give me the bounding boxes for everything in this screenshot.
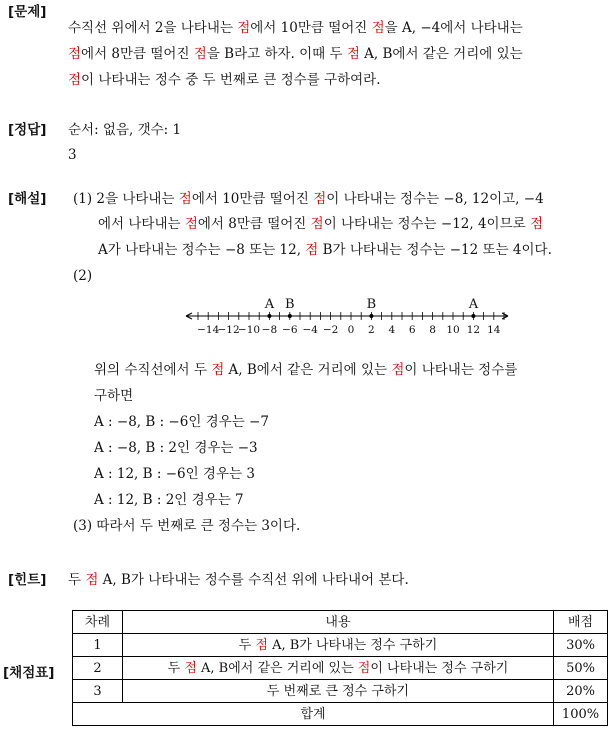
point-label: B bbox=[285, 297, 295, 312]
tick-label: −14 bbox=[197, 324, 220, 336]
tick-label: 10 bbox=[446, 324, 460, 336]
solution-p2-label: (2) bbox=[73, 268, 93, 284]
row-content: 두 점 A, B가 나타내는 정수 구하기 bbox=[122, 634, 553, 657]
tick-label: 2 bbox=[368, 324, 375, 336]
problem-label: [문제] bbox=[8, 4, 47, 20]
row-score: 30% bbox=[554, 634, 608, 657]
tick-label: −2 bbox=[322, 324, 339, 336]
solution-p2-line-1: 위의 수직선에서 두 점 A, B에서 같은 거리에 있는 점이 나타내는 정수를 bbox=[94, 362, 518, 378]
row-content: 두 점 A, B에서 같은 거리에 있는 점이 나타내는 정수 구하기 bbox=[122, 657, 553, 680]
solution-p1-line-3: A가 나타내는 정수는 −8 또는 12, 점 B가 나타내는 정수는 −12 또는 4이다. bbox=[98, 242, 552, 258]
rubric-header-no: 차례 bbox=[73, 611, 123, 634]
solution-p1-line-2: 에서 나타내는 점에서 8만큼 떨어진 점이 나타내는 정수는 −12, 4이므로 점 bbox=[98, 216, 544, 232]
tick-label: −10 bbox=[237, 324, 261, 336]
total-label: 합계 bbox=[73, 703, 554, 726]
tick-label: −12 bbox=[217, 324, 240, 336]
answer-line-2: 3 bbox=[68, 147, 77, 163]
solution-label: [해설] bbox=[8, 191, 47, 207]
point-marker bbox=[288, 314, 292, 318]
row-no: 2 bbox=[73, 657, 123, 680]
answer-label: [정답] bbox=[8, 122, 47, 138]
tick-label: 12 bbox=[466, 324, 481, 336]
rubric-header-row bbox=[73, 611, 608, 634]
row-score: 20% bbox=[554, 680, 608, 703]
rubric-table bbox=[72, 610, 608, 726]
row-no: 3 bbox=[73, 680, 123, 703]
tick-label: 4 bbox=[388, 324, 396, 336]
solution-p2-line-2: 구하면 bbox=[94, 388, 134, 404]
problem-line-3: 점이 나타내는 정수 중 두 번째로 큰 정수를 구하여라. bbox=[68, 72, 381, 88]
point-label: A bbox=[468, 297, 479, 312]
hint-text: 두 점 A, B가 나타내는 정수를 수직선 위에 나타내어 본다. bbox=[68, 572, 409, 588]
case-3: A : 12, B : −6인 경우는 3 bbox=[94, 466, 255, 482]
point-label: A bbox=[264, 297, 275, 312]
rubric-label: [채점표] bbox=[3, 665, 55, 681]
tick-label: −8 bbox=[261, 324, 278, 336]
tick-label: 8 bbox=[429, 324, 436, 336]
point-label: B bbox=[366, 297, 377, 312]
tick-label: 14 bbox=[487, 324, 501, 336]
tick-label: −4 bbox=[302, 324, 318, 336]
hint-label: [힌트] bbox=[8, 572, 47, 588]
row-no: 1 bbox=[73, 634, 123, 657]
problem-line-1: 수직선 위에서 2을 나타내는 점에서 10만큼 떨어진 점을 A, −4에서 나타내는 bbox=[68, 20, 523, 36]
tick-label: 0 bbox=[347, 324, 355, 336]
row-score: 50% bbox=[554, 657, 608, 680]
table-row bbox=[73, 680, 608, 703]
table-row bbox=[73, 657, 608, 680]
problem-line-2: 점에서 8만큼 떨어진 점을 B라고 하자. 이때 두 점 A, B에서 같은 거리에 있는 bbox=[68, 46, 523, 62]
case-4: A : 12, B : 2인 경우는 7 bbox=[94, 492, 244, 508]
rubric-header-score: 배점 bbox=[554, 611, 608, 634]
point-marker bbox=[471, 314, 475, 318]
rubric-total-row bbox=[73, 703, 608, 726]
point-marker bbox=[267, 314, 271, 318]
total-score: 100% bbox=[554, 703, 608, 726]
point-marker bbox=[369, 314, 373, 318]
answer-line-1: 순서: 없음, 갯수: 1 bbox=[68, 122, 182, 138]
tick-label: −6 bbox=[282, 324, 298, 336]
table-row bbox=[73, 634, 608, 657]
rubric-header-content: 내용 bbox=[122, 611, 553, 634]
row-content: 두 번째로 큰 정수 구하기 bbox=[122, 680, 553, 703]
case-2: A : −8, B : 2인 경우는 −3 bbox=[94, 440, 258, 456]
solution-p3: (3) 따라서 두 번째로 큰 정수는 3이다. bbox=[73, 518, 301, 534]
case-1: A : −8, B : −6인 경우는 −7 bbox=[94, 414, 269, 430]
tick-label: 6 bbox=[408, 324, 416, 336]
solution-p1-line-1: (1) 2을 나타내는 점에서 10만큼 떨어진 점이 나타내는 정수는 −8, 12이고, −4 bbox=[73, 191, 544, 207]
number-line bbox=[182, 292, 512, 336]
